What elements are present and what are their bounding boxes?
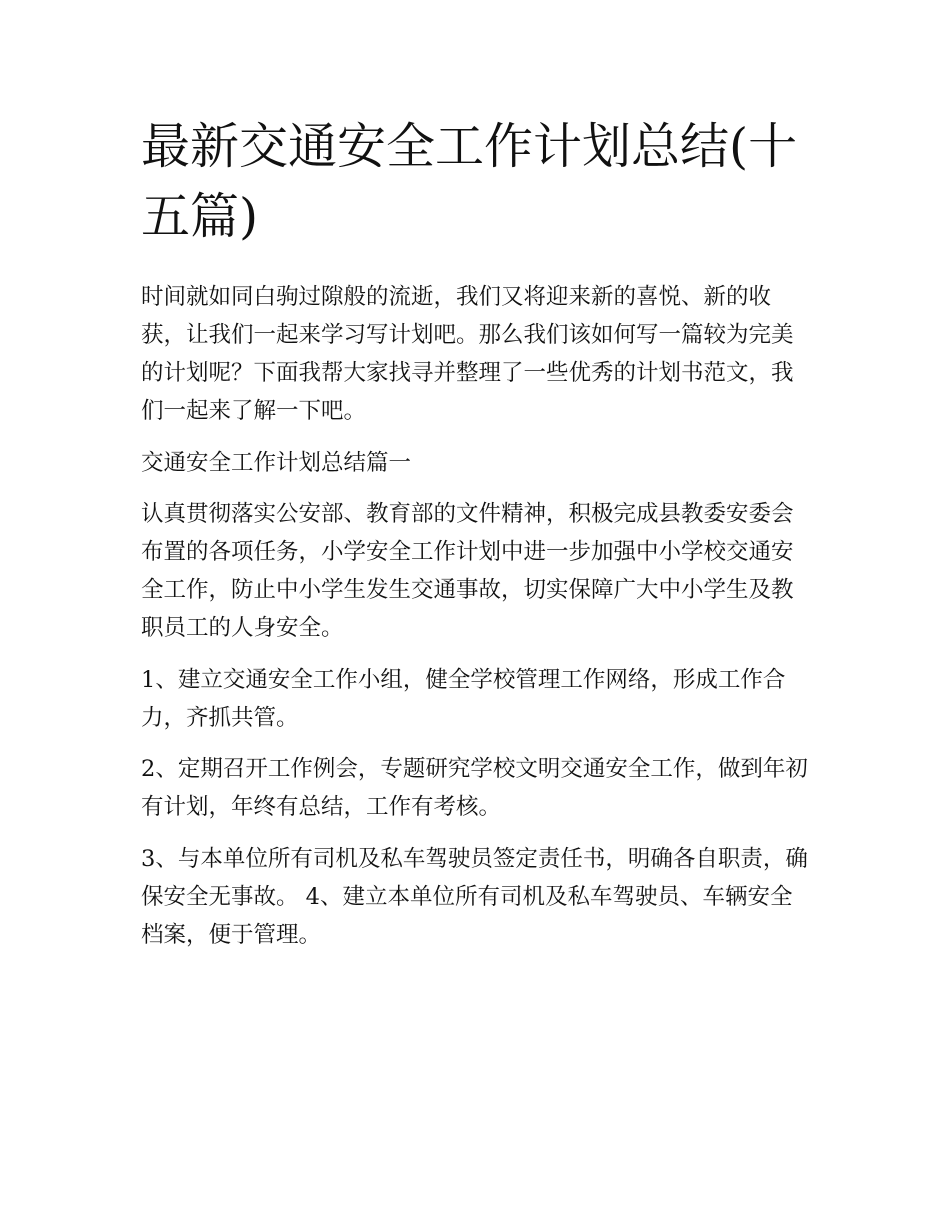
list-item-1: 1、建立交通安全工作小组，健全学校管理工作网络，形成工作合力，齐抓共管。 (141, 666, 786, 731)
body-paragraph: 认真贯彻落实公安部、教育部的文件精神，积极完成县教委安委会布置的各项任务，小学安全工作计划中进一步加强中小学校交通安全工作，防止中小学生发生交通事故，切实保障广大中小学生及教职员工的人身安全。 (141, 501, 794, 641)
list-item-2: 2、定期召开工作例会，专题研究学校文明交通安全工作，做到年初有计划，年终有总结，工作有考核。 (141, 756, 808, 820)
document-title: 最新交通安全工作计划总结(十五篇) (141, 118, 798, 245)
intro-paragraph: 时间就如同白驹过隙般的流逝，我们又将迎来新的喜悦、新的收获，让我们一起来学习写计划吧。那么我们该如何写一篇较为完美的计划呢？下面我帮大家找寻并整理了一些优秀的计划书范文，我们一起来了解一下吧。 (141, 284, 794, 424)
document-body (141, 112, 813, 954)
section-heading: 交通安全工作计划总结篇一 (141, 449, 412, 476)
list-item-3: 3、与本单位所有司机及私车驾驶员签定责任书，明确各自职责，确保安全无事故。 4、建立本单位所有司机及私车驾驶员、车辆安全档案，便于管理。 (141, 845, 808, 948)
